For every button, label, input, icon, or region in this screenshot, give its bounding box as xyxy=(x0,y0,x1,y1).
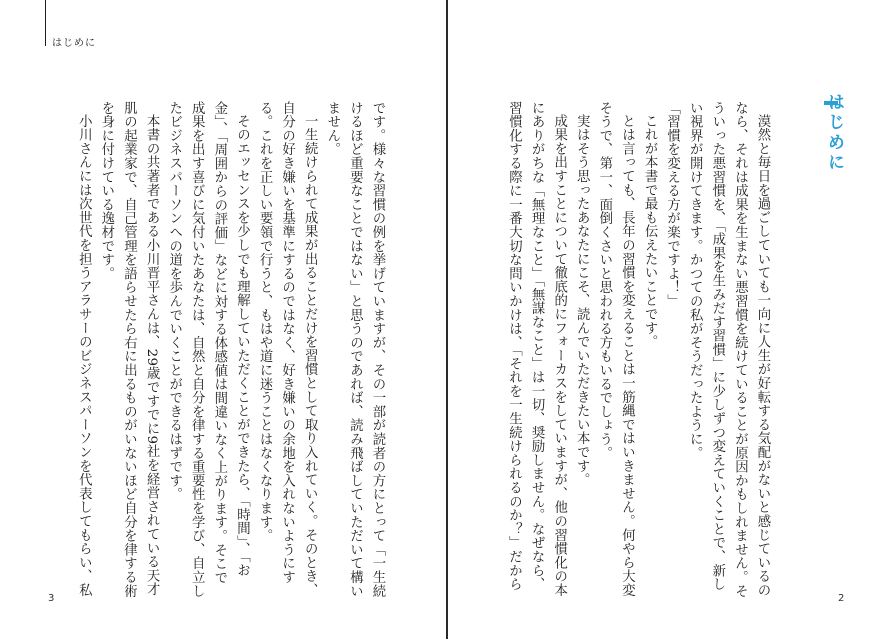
body-line: そのエッセンスを少しでも理解していただくことができたら、「時間」、「お xyxy=(234,114,250,578)
right-page-body xyxy=(506,101,773,598)
body-line: これが本書で最も伝えたいことです。 xyxy=(642,114,658,349)
body-line: 「習慣を変える方が楽ですよ！」 xyxy=(664,101,680,308)
running-head: はじめに xyxy=(52,38,96,49)
page-number-right: 2 xyxy=(838,593,845,604)
page-number-left: 3 xyxy=(48,593,55,604)
section-title: はじめに xyxy=(824,93,844,173)
body-line: を身に付けている逸材です。 xyxy=(98,101,114,281)
left-page xyxy=(0,0,446,639)
body-line: けるほど重要なことではない」と思うのであれば、読み飛ばしていただいて構い xyxy=(347,101,363,598)
body-line: 実はそう思ったあなたにこそ、読んでいただきたい本です。 xyxy=(574,114,590,487)
body-line: 肌の起業家で、自己管理を語らせたら右に出るものがいないほど自分を律する術 xyxy=(121,101,137,598)
body-line: 成果を出すことについて徹底的にフォーカスをしていますが、他の習慣化の本 xyxy=(551,114,567,598)
body-line: ういった悪習慣を、「成果を生みだす習慣」に少しずつ変えていくことで、新し xyxy=(709,101,725,592)
body-line: 金」、「周囲からの評価」などに対する体感値は間違いなく上がります。そこで xyxy=(211,101,227,585)
body-line: 成果を出す喜びに気付いたあなたは、自然と自分を律する重要性を学び、自立し xyxy=(189,101,205,598)
body-line: 習慣化する際に一番大切な問いかけは、「それを一生続けられるのか？」だから xyxy=(506,101,522,592)
body-line: ません。 xyxy=(324,101,340,157)
body-line: る。これを正しい要領で行うと、もはや道に迷うことはなくなります。 xyxy=(257,101,273,543)
body-line: です。様々な習慣の例を挙げていますが、その一部が読者の方にとって「一生続 xyxy=(370,101,385,598)
body-line: とは言っても、長年の習慣を変えることは一筋縄ではいきません。何やら大変 xyxy=(619,114,635,598)
body-line: い視界が開けてきます。かつての私がそうだったように。 xyxy=(687,101,703,460)
body-line: 本書の共著者である小川晋平さんは、29歳ですでに9社を経営されている天才 xyxy=(144,114,160,597)
body-line: そうで、第一、面倒くさいと思われる方もいるでしょう。 xyxy=(596,101,612,460)
body-line: たビジネスパーソンへの道を歩んでいくことができるはずです。 xyxy=(166,101,182,502)
left-page-body xyxy=(58,101,388,598)
running-head-rule xyxy=(45,0,46,46)
body-line: にありがちな「無理なこと」「無謀なこと」は一切、奨励しません。なぜなら、 xyxy=(529,101,545,592)
body-line: 一生続けられて成果が出ることだけを習慣として取り入れていく。そのとき、 xyxy=(302,114,318,598)
body-line: 小川さんには次世代を担うアラサーのビジネスパーソンを代表してもらい、私 xyxy=(76,114,92,598)
body-line: 自分の好き嫌いを基準にするのではなく、好き嫌いの余地を入れないようにす xyxy=(279,101,295,584)
body-line: 漠然と毎日を過ごしていても一向に人生が好転する気配がないと感じているの xyxy=(755,114,770,598)
body-line: なら、それは成果を生まない悪習慣を続けていることが原因かもしれません。そ xyxy=(732,101,748,598)
